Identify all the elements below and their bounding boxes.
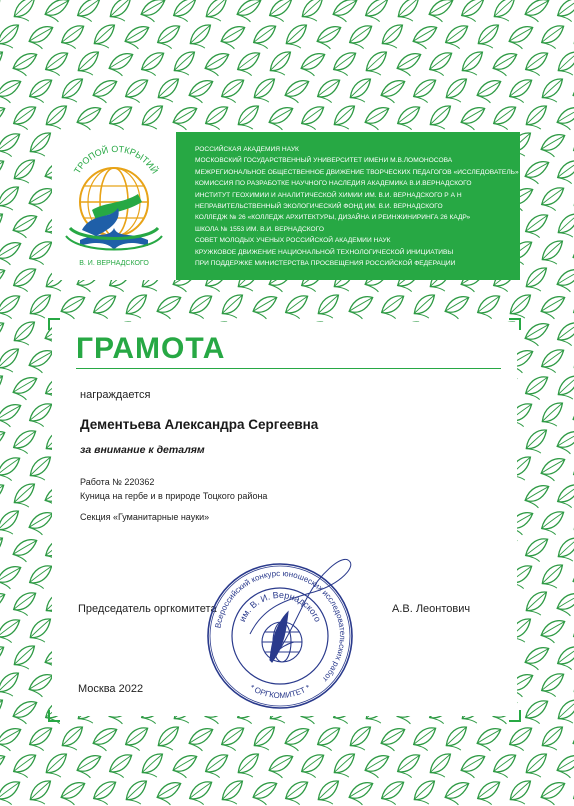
- leaf-decoration: [28, 79, 55, 104]
- leaf-decoration: [525, 485, 550, 508]
- leaf-decoration: [348, 25, 375, 50]
- leaf-decoration: [301, 53, 326, 76]
- leaf-decoration: [13, 53, 38, 76]
- leaf-decoration: [284, 781, 311, 806]
- leaf-decoration: [300, 754, 327, 779]
- leaf-decoration: [475, 24, 504, 51]
- chairman-label: Председатель оргкомитета: [78, 603, 217, 615]
- leaf-decoration: [412, 79, 439, 104]
- leaf-decoration: [0, 186, 24, 213]
- leaf-decoration: [61, 782, 86, 805]
- leaf-decoration: [459, 51, 488, 78]
- leaf-decoration: [525, 0, 550, 22]
- leaf-decoration: [331, 753, 360, 780]
- leaf-decoration: [205, 53, 230, 76]
- leaf-decoration: [75, 51, 104, 78]
- leaf-decoration: [524, 700, 551, 725]
- recipient-name: Дементьева Александра Сергеевна: [80, 417, 319, 432]
- leaf-decoration: [0, 0, 9, 26]
- leaf-decoration: [461, 755, 486, 778]
- leaf-decoration: [316, 79, 343, 104]
- leaf-decoration: [557, 269, 574, 292]
- leaf-decoration: [173, 107, 198, 130]
- leaf-decoration: [220, 727, 247, 752]
- corner-mark-bottom-left: [48, 710, 60, 722]
- organization-item: КОЛЛЕДЖ № 26 «КОЛЛЕДЖ АРХИТЕКТУРЫ, ДИЗАЙНА И РЕИНЖИНИРИНГА 26 КАДР»: [195, 214, 471, 222]
- leaf-decoration: [317, 26, 342, 49]
- leaf-decoration: [556, 646, 574, 671]
- leaf-decoration: [76, 0, 103, 23]
- leaf-decoration: [428, 52, 455, 77]
- leaf-decoration: [427, 753, 456, 780]
- leaf-decoration: [109, 53, 134, 76]
- leaf-decoration: [0, 566, 21, 589]
- work-number: Работа № 220362: [80, 477, 155, 487]
- leaf-decoration: [476, 781, 503, 806]
- leaf-decoration: [29, 188, 54, 211]
- place-year: Москва 2022: [78, 683, 144, 695]
- leaf-decoration: [443, 78, 472, 105]
- leaf-decoration: [508, 727, 535, 752]
- leaf-decoration: [364, 0, 391, 23]
- leaf-decoration: [460, 0, 487, 23]
- leaf-decoration: [379, 24, 408, 51]
- leaf-decoration: [557, 755, 574, 778]
- leaf-decoration: [555, 699, 574, 726]
- logo-panel: [52, 132, 176, 280]
- organization-item: КОМИССИЯ ПО РАЗРАБОТКЕ НАУЧНОГО НАСЛЕДИЯ АКАДЕМИКА В.И.ВЕРНАДСКОГО: [195, 180, 472, 188]
- leaf-decoration: [524, 214, 551, 239]
- awarded-label: награждается: [80, 389, 151, 401]
- leaf-decoration: [507, 780, 536, 806]
- leaf-decoration: [0, 213, 8, 240]
- leaf-decoration: [0, 537, 8, 564]
- leaf-decoration: [347, 78, 376, 105]
- leaf-decoration: [219, 780, 248, 806]
- leaf-decoration: [380, 295, 407, 320]
- olympiad-logo: [52, 132, 176, 280]
- leaf-decoration: [541, 458, 566, 481]
- leaf-decoration: [524, 538, 551, 563]
- leaf-decoration: [11, 159, 40, 186]
- leaf-decoration: [251, 726, 280, 753]
- leaf-decoration: [269, 107, 294, 130]
- leaf-decoration: [93, 728, 118, 751]
- leaf-decoration: [523, 429, 552, 456]
- leaf-decoration: [77, 107, 102, 130]
- leaf-decoration: [155, 78, 184, 105]
- leaf-decoration: [189, 728, 214, 751]
- leaf-decoration: [555, 375, 574, 402]
- leaf-decoration: [43, 753, 72, 780]
- organization-item: РОССИЙСКАЯ АКАДЕМИЯ НАУК: [195, 146, 299, 153]
- leaf-decoration: [445, 782, 470, 805]
- leaf-decoration: [541, 620, 566, 643]
- leaf-decoration: [203, 0, 232, 24]
- leaf-decoration: [11, 321, 40, 348]
- leaf-decoration: [157, 296, 182, 319]
- leaf-decoration: [523, 267, 552, 294]
- leaf-decoration: [556, 322, 574, 347]
- leaf-decoration: [523, 105, 552, 132]
- leaf-decoration: [331, 105, 360, 132]
- leaf-decoration: [445, 296, 470, 319]
- organizing-committee-stamp: [200, 556, 360, 716]
- logo-bottom-text: В. И. ВЕРНАДСКОГО: [79, 260, 149, 267]
- corner-mark-top-left: [48, 318, 60, 330]
- leaf-decoration: [0, 269, 5, 292]
- leaf-decoration: [540, 349, 567, 374]
- leaf-decoration: [0, 484, 7, 509]
- leaf-decoration: [27, 780, 56, 806]
- leaf-decoration: [11, 0, 40, 24]
- leaf-decoration: [92, 295, 119, 320]
- leaf-decoration: [315, 294, 344, 321]
- leaf-decoration: [124, 79, 151, 104]
- leaf-decoration: [60, 25, 87, 50]
- organization-item: СОВЕТ МОЛОДЫХ УЧЕНЫХ РОССИЙСКОЙ АКАДЕМИИ НАУК: [195, 237, 391, 245]
- leaf-decoration: [268, 0, 295, 23]
- leaf-decoration: [187, 24, 216, 51]
- section-name: Секция «Гуманитарные науки»: [80, 512, 210, 522]
- leaf-decoration: [0, 781, 23, 806]
- leaf-decoration: [108, 106, 135, 131]
- leaf-decoration: [219, 294, 248, 321]
- leaf-decoration: [555, 213, 574, 240]
- leaf-decoration: [77, 755, 102, 778]
- leaf-decoration: [0, 593, 5, 616]
- corner-mark-bottom-right: [509, 710, 521, 722]
- leaf-decoration: [29, 674, 54, 697]
- leaf-decoration: [156, 25, 183, 50]
- organization-item: ИНСТИТУТ ГЕОХИМИИ И АНАЛИТИЧЕСКОЙ ХИМИИ ИМ. В.И. ВЕРНАДСКОГО Р А Н: [195, 191, 462, 199]
- leaf-decoration: [413, 26, 438, 49]
- leaf-decoration: [204, 754, 231, 779]
- leaf-decoration: [237, 0, 262, 22]
- leaf-decoration: [540, 187, 567, 212]
- leaf-decoration: [540, 673, 567, 698]
- leaf-decoration: [333, 0, 358, 22]
- leaf-decoration: [540, 511, 567, 536]
- leaf-decoration: [0, 699, 8, 726]
- leaf-decoration: [429, 0, 454, 22]
- organization-item: МОСКОВСКИЙ ГОСУДАРСТВЕННЫЙ УНИВЕРСИТЕТ ИМЕНИ М.В.ЛОМОНОСОВА: [195, 157, 453, 165]
- leaf-decoration: [0, 295, 23, 320]
- leaf-decoration: [12, 592, 39, 617]
- leaf-decoration: [396, 754, 423, 779]
- leaf-decoration: [59, 78, 88, 105]
- leaf-decoration: [347, 726, 376, 753]
- leaf-decoration: [493, 53, 518, 76]
- leaf-decoration: [124, 727, 151, 752]
- leaf-decoration: [0, 755, 5, 778]
- leaf-decoration: [28, 727, 55, 752]
- leaf-decoration: [539, 240, 568, 267]
- leaf-decoration: [525, 647, 550, 670]
- leaf-decoration: [11, 483, 40, 510]
- leaf-decoration: [188, 295, 215, 320]
- leaf-decoration: [555, 51, 574, 78]
- leaf-decoration: [29, 512, 54, 535]
- title-divider: [76, 368, 501, 369]
- leaf-decoration: [0, 80, 21, 103]
- leaf-decoration: [556, 160, 574, 185]
- leaf-decoration: [220, 79, 247, 104]
- leaf-decoration: [0, 24, 24, 51]
- leaf-decoration: [251, 78, 280, 105]
- leaf-decoration: [188, 781, 215, 806]
- leaf-decoration: [0, 375, 8, 402]
- leaf-decoration: [13, 701, 38, 724]
- leaf-decoration: [12, 106, 39, 131]
- leaf-decoration: [492, 754, 519, 779]
- leaf-decoration: [539, 78, 568, 105]
- leaf-decoration: [0, 619, 23, 644]
- leaf-decoration: [349, 782, 374, 805]
- leaf-decoration: [171, 51, 200, 78]
- leaf-decoration: [0, 646, 7, 671]
- leaf-decoration: [557, 107, 574, 130]
- leaf-decoration: [107, 0, 136, 24]
- leaf-decoration: [365, 107, 390, 130]
- leaf-decoration: [28, 241, 55, 266]
- leaf-decoration: [0, 404, 21, 427]
- leaf-decoration: [461, 107, 486, 130]
- leaf-decoration: [381, 728, 406, 751]
- leaf-decoration: [252, 25, 279, 50]
- leaf-decoration: [0, 457, 23, 482]
- leaf-decoration: [363, 51, 392, 78]
- leaf-decoration: [476, 295, 503, 320]
- leaf-decoration: [12, 430, 39, 455]
- leaf-decoration: [221, 26, 246, 49]
- organizations-list: [195, 144, 519, 269]
- leaf-decoration: [492, 106, 519, 131]
- chairman-name: А.В. Леонтович: [392, 603, 471, 615]
- leaf-decoration: [395, 0, 424, 24]
- leaf-decoration: [0, 672, 24, 699]
- leaf-decoration: [11, 645, 40, 672]
- leaf-decoration: [236, 52, 263, 77]
- leaf-decoration: [508, 79, 535, 104]
- leaf-decoration: [477, 80, 502, 103]
- leaf-decoration: [539, 726, 568, 753]
- leaf-decoration: [380, 781, 407, 806]
- leaf-decoration: [139, 105, 168, 132]
- organization-item: КРУЖКОВОЕ ДВИЖЕНИЕ НАЦИОНАЛЬНОЙ ТЕХНОЛОГИЧЕСКОЙ ИНИЦИАТИВЫ: [195, 248, 454, 256]
- leaf-decoration: [91, 24, 120, 51]
- leaf-decoration: [13, 377, 38, 400]
- leaf-decoration: [59, 726, 88, 753]
- leaf-decoration: [13, 215, 38, 238]
- leaf-decoration: [0, 242, 21, 265]
- leaf-decoration: [0, 348, 24, 375]
- leaf-decoration: [315, 780, 344, 806]
- leaf-decoration: [43, 105, 72, 132]
- leaf-decoration: [285, 80, 310, 103]
- leaf-decoration: [556, 484, 574, 509]
- leaf-decoration: [283, 24, 312, 51]
- leaf-decoration: [61, 296, 86, 319]
- leaf-decoration: [44, 52, 71, 77]
- leaf-decoration: [541, 782, 566, 805]
- leaf-decoration: [0, 510, 24, 537]
- leaf-decoration: [557, 593, 574, 616]
- leaf-decoration: [316, 727, 343, 752]
- leaf-decoration: [235, 753, 264, 780]
- leaf-decoration: [285, 728, 310, 751]
- leaf-decoration: [427, 105, 456, 132]
- stamp-inner-text: им. В. И. Вернадского: [237, 589, 323, 624]
- leaf-decoration: [541, 296, 566, 319]
- leaf-decoration: [108, 754, 135, 779]
- leaf-decoration: [523, 591, 552, 618]
- leaf-decoration: [477, 728, 502, 751]
- certificate-title: ГРАМОТА: [76, 332, 226, 365]
- leaf-decoration: [0, 107, 5, 130]
- leaf-decoration: [172, 0, 199, 23]
- leaf-decoration: [13, 539, 38, 562]
- leaf-decoration: [29, 26, 54, 49]
- leaf-decoration: [45, 0, 70, 22]
- leaf-decoration: [173, 755, 198, 778]
- leaf-decoration: [381, 80, 406, 103]
- corner-mark-top-right: [509, 318, 521, 330]
- leaf-decoration: [557, 431, 574, 454]
- leaf-decoration: [332, 52, 359, 77]
- leaf-decoration: [269, 755, 294, 778]
- leaf-decoration: [525, 161, 550, 184]
- leaf-decoration: [12, 268, 39, 293]
- leaf-decoration: [125, 26, 150, 49]
- stamp-bottom-text: * ОРГКОМИТЕТ *: [248, 682, 312, 701]
- leaf-decoration: [412, 727, 439, 752]
- organization-item: МЕЖРЕГИОНАЛЬНОЕ ОБЩЕСТВЕННОЕ ДВИЖЕНИЕ ТВОРЧЕСКИХ ПЕДАГОГОВ «ИССЛЕДОВАТЕЛЬ»: [195, 168, 519, 176]
- leaf-decoration: [123, 294, 152, 321]
- leaf-decoration: [0, 431, 5, 454]
- leaf-decoration: [28, 565, 55, 590]
- organization-item: НЕПРАВИТЕЛЬСТВЕННЫЙ ЭКОЛОГИЧЕСКИЙ ФОНД ИМ. В.И. ВЕРНАДСКОГО: [195, 203, 443, 211]
- leaf-decoration: [539, 402, 568, 429]
- leaf-decoration: [157, 782, 182, 805]
- leaf-decoration: [28, 403, 55, 428]
- leaf-decoration: [443, 726, 472, 753]
- organization-item: ПРИ ПОДДЕРЖКЕ МИНИСТЕРСТВА ПРОСВЕЩЕНИЯ РОССИЙСКОЙ ФЕДЕРАЦИИ: [195, 260, 456, 268]
- leaf-decoration: [93, 80, 118, 103]
- leaf-decoration: [411, 294, 440, 321]
- leaf-decoration: [509, 26, 534, 49]
- leaf-decoration: [92, 781, 119, 806]
- logo-arc-text: ТРОПОЙ ОТКРЫТИЙ: [71, 143, 161, 176]
- leaf-decoration: [540, 25, 567, 50]
- leaf-decoration: [524, 376, 551, 401]
- leaf-decoration: [556, 0, 574, 23]
- leaf-decoration: [539, 564, 568, 591]
- leaf-decoration: [0, 160, 7, 185]
- leaf-decoration: [139, 753, 168, 780]
- leaf-decoration: [140, 52, 167, 77]
- leaf-decoration: [0, 322, 7, 347]
- leaf-decoration: [397, 53, 422, 76]
- stamp-outer-text: Всероссийский конкурс юношеских исследовательских работ: [213, 568, 348, 684]
- leaf-decoration: [267, 51, 296, 78]
- leaf-decoration: [541, 134, 566, 157]
- leaf-decoration: [396, 106, 423, 131]
- leaf-decoration: [365, 755, 390, 778]
- leaf-decoration: [155, 726, 184, 753]
- leaf-decoration: [12, 754, 39, 779]
- leaf-decoration: [491, 0, 520, 24]
- leaf-decoration: [204, 106, 231, 131]
- leaf-decoration: [555, 537, 574, 564]
- leaf-decoration: [0, 133, 23, 158]
- leaf-decoration: [349, 296, 374, 319]
- leaf-decoration: [253, 782, 278, 805]
- leaf-decoration: [235, 105, 264, 132]
- award-reason: за внимание к деталям: [80, 444, 205, 456]
- leaf-decoration: [523, 753, 552, 780]
- leaf-decoration: [284, 295, 311, 320]
- leaf-decoration: [253, 296, 278, 319]
- leaf-decoration: [525, 323, 550, 346]
- leaf-decoration: [524, 52, 551, 77]
- leaf-decoration: [300, 106, 327, 131]
- leaf-decoration: [0, 51, 8, 78]
- leaf-decoration: [29, 350, 54, 373]
- leaf-decoration: [411, 780, 440, 806]
- leaf-decoration: [299, 0, 328, 24]
- leaf-decoration: [189, 80, 214, 103]
- leaf-decoration: [123, 780, 152, 806]
- organization-item: ШКОЛА № 1553 ИМ. В.И. ВЕРНАДСКОГО: [195, 225, 325, 233]
- leaf-decoration: [0, 728, 21, 751]
- leaf-decoration: [444, 25, 471, 50]
- work-title: Куница на гербе и в природе Тоцкого района: [80, 491, 268, 501]
- leaf-decoration: [141, 0, 166, 22]
